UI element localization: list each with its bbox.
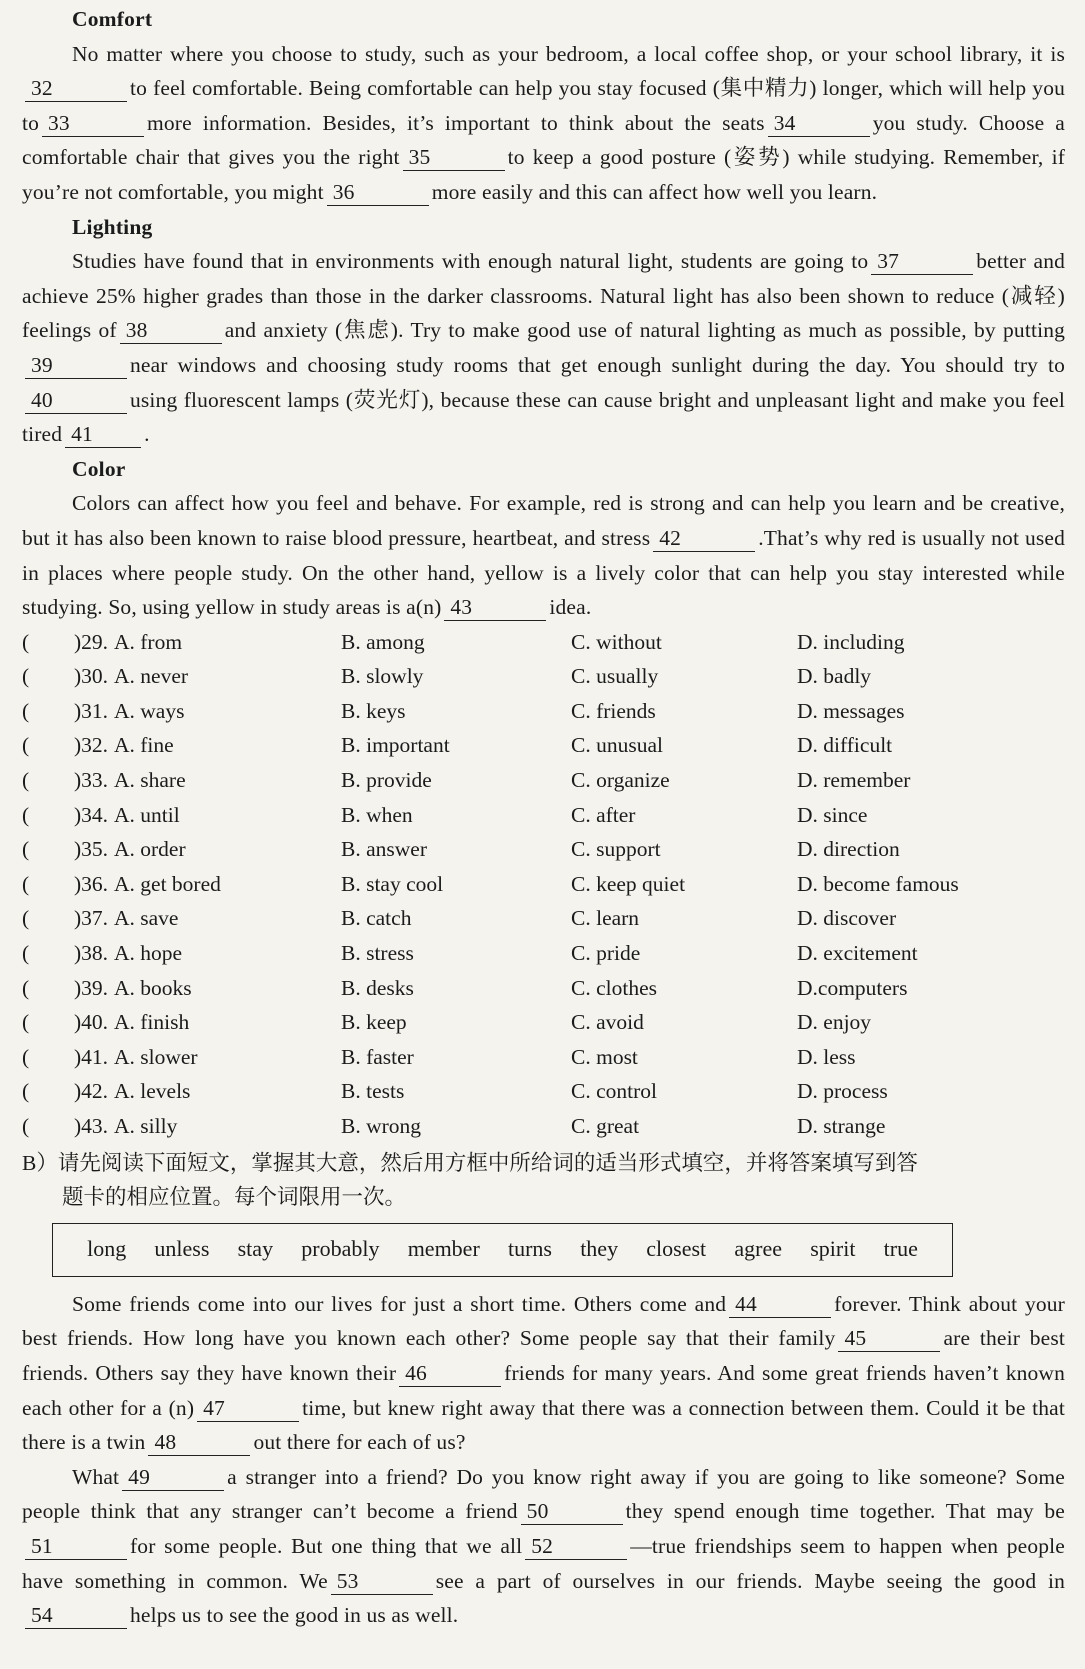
section-heading-comfort: Comfort xyxy=(72,7,153,31)
option-b[interactable]: B. stay cool xyxy=(341,871,444,896)
option-d[interactable]: D. including xyxy=(797,629,905,654)
option-c[interactable]: C. learn xyxy=(571,906,640,931)
choice-row xyxy=(22,1109,1065,1144)
answer-blank-36[interactable]: 36 xyxy=(327,179,429,206)
word-bank-box xyxy=(52,1223,953,1277)
option-b[interactable]: B. slowly xyxy=(341,664,424,689)
answer-blank-41[interactable]: 41 xyxy=(65,421,141,448)
option-b[interactable]: B. wrong xyxy=(341,1114,422,1138)
text-segment: —true friendships seem to happen when people have something in common. We xyxy=(22,1533,1065,1593)
text-segment: Colors can affect how you feel and behave. For example, red is strong and can help you learn and be creative, but it has also been known to raise blood pressure, heartbeat, and stress xyxy=(22,491,1065,550)
question-number: )29. xyxy=(74,629,109,654)
answer-blank-53[interactable]: 53 xyxy=(331,1568,433,1595)
choice-row xyxy=(22,763,1065,798)
answer-paren[interactable]: ( xyxy=(22,1044,30,1069)
choice-row xyxy=(22,867,1065,902)
answer-paren[interactable]: ( xyxy=(22,1079,30,1104)
option-d[interactable]: D. direction xyxy=(797,837,900,862)
text-segment: to keep a good posture (姿势) while studying. Remember, if you’re not comfortable, you might xyxy=(22,145,1065,204)
text-segment: Studies have found that in environments with enough natural light, students are going to xyxy=(72,249,869,274)
paragraph-lighting xyxy=(22,244,1065,452)
option-d[interactable]: D. strange xyxy=(797,1114,886,1138)
text-segment: idea. xyxy=(549,595,592,620)
answer-paren[interactable]: ( xyxy=(22,768,30,793)
section-heading-lighting: Lighting xyxy=(72,214,153,239)
word-bank-item: closest xyxy=(646,1236,707,1262)
option-d[interactable]: D. excitement xyxy=(797,941,918,966)
option-a[interactable]: A. books xyxy=(114,975,192,1000)
option-b[interactable]: B. catch xyxy=(341,906,412,931)
text-segment: see a part of ourselves in our friends. Maybe seeing the good in xyxy=(435,1568,1065,1593)
word-bank-item: probably xyxy=(301,1236,380,1262)
choice-row xyxy=(22,694,1065,729)
option-c[interactable]: C. organize xyxy=(571,768,670,793)
option-a[interactable]: A. finish xyxy=(114,1010,190,1035)
section-b-instructions xyxy=(22,1146,1065,1215)
text-segment: are their best friends. Others say they have known their xyxy=(22,1326,1065,1385)
option-a[interactable]: A. fine xyxy=(114,733,174,758)
answer-paren[interactable]: ( xyxy=(22,664,30,689)
option-c[interactable]: C. most xyxy=(571,1044,638,1069)
answer-blank-52[interactable]: 52 xyxy=(525,1533,627,1560)
option-c[interactable]: C. support xyxy=(571,837,661,862)
option-c[interactable]: C. avoid xyxy=(571,1010,644,1035)
option-b[interactable]: B. desks xyxy=(341,975,414,1000)
word-bank-item: they xyxy=(580,1236,619,1262)
section-heading-color: Color xyxy=(72,456,126,481)
answer-paren[interactable]: ( xyxy=(22,698,30,723)
answer-blank-35[interactable]: 35 xyxy=(403,144,505,171)
choice-row xyxy=(22,971,1065,1006)
question-number: )41. xyxy=(74,1044,109,1069)
text-segment: to feel comfortable. Being comfortable can help you stay focused (集中精力) longer, which will help you to xyxy=(22,76,1065,135)
text-segment: . xyxy=(144,422,150,447)
question-number: )34. xyxy=(74,802,109,827)
option-a[interactable]: A. slower xyxy=(114,1044,198,1069)
answer-paren[interactable]: ( xyxy=(22,1114,30,1138)
text-segment: near windows and choosing study rooms that get enough sunlight during the day. You should try to xyxy=(130,352,1065,377)
option-d[interactable]: D. difficult xyxy=(797,733,893,758)
paragraph-color xyxy=(22,486,1065,624)
answer-blank-50[interactable]: 50 xyxy=(521,1498,623,1525)
question-number: )39. xyxy=(74,975,109,1000)
paragraph-friends-2 xyxy=(22,1460,1065,1633)
option-c[interactable]: C. usually xyxy=(571,664,659,689)
choice-row xyxy=(22,901,1065,936)
option-a[interactable]: A. order xyxy=(114,837,186,862)
option-d[interactable]: D. enjoy xyxy=(797,1010,872,1035)
answer-paren[interactable]: ( xyxy=(22,629,30,654)
option-c[interactable]: C. pride xyxy=(571,941,641,966)
text-segment: forever. Think about your best friends. How long have you known each other? Some people say that their family xyxy=(22,1291,1065,1351)
question-number: )40. xyxy=(74,1010,109,1035)
answer-blank-34[interactable]: 34 xyxy=(768,110,870,137)
question-number: )30. xyxy=(74,664,109,689)
answer-paren[interactable]: ( xyxy=(22,941,30,966)
question-number: )43. xyxy=(74,1114,109,1138)
text-segment: using fluorescent lamps (荧光灯), because these can cause bright and unpleasant light and make you feel tired xyxy=(22,387,1065,447)
answer-blank-45[interactable]: 45 xyxy=(838,1325,940,1352)
option-c[interactable]: C. unusual xyxy=(571,733,663,758)
answer-paren[interactable]: ( xyxy=(22,733,30,758)
choice-row xyxy=(22,659,1065,694)
option-b[interactable]: B. answer xyxy=(341,837,427,862)
answer-blank-51[interactable]: 51 xyxy=(25,1533,127,1560)
multiple-choice-list xyxy=(22,625,1065,1144)
question-number: )35. xyxy=(74,837,109,862)
question-number: )31. xyxy=(74,698,109,723)
option-a[interactable]: A. levels xyxy=(114,1079,191,1104)
choice-row xyxy=(22,1005,1065,1040)
question-number: )38. xyxy=(74,941,109,966)
text-segment: they spend enough time together. That may be xyxy=(625,1499,1065,1524)
option-b[interactable]: B. important xyxy=(341,733,450,758)
option-b[interactable]: B. keys xyxy=(341,698,406,723)
choice-row xyxy=(22,936,1065,971)
option-a[interactable]: A. save xyxy=(114,906,179,931)
option-a[interactable]: A. get bored xyxy=(114,871,221,896)
option-c[interactable]: C. keep quiet xyxy=(571,871,686,896)
text-segment: No matter where you choose to study, such as your bedroom, a local coffee shop, or your school library, it is xyxy=(72,41,1065,66)
text-segment: you study. Choose a comfortable chair that gives you the right xyxy=(22,110,1066,170)
text-segment: What xyxy=(72,1464,120,1489)
answer-paren[interactable]: ( xyxy=(22,802,30,827)
question-number: )33. xyxy=(74,768,109,793)
option-a[interactable]: A. silly xyxy=(114,1114,178,1138)
question-number: )37. xyxy=(74,906,109,931)
paragraph-friends-1 xyxy=(22,1287,1065,1460)
text-segment: out there for each of us? xyxy=(253,1430,466,1455)
option-b[interactable]: B. when xyxy=(341,802,413,827)
option-b[interactable]: B. faster xyxy=(341,1044,414,1069)
answer-blank-39[interactable]: 39 xyxy=(25,352,127,379)
text-segment: friends for many years. And some great friends haven’t known each other for a (n) xyxy=(22,1360,1066,1420)
option-d[interactable]: D. badly xyxy=(797,664,872,689)
option-c[interactable]: C. great xyxy=(571,1114,640,1138)
answer-blank-48[interactable]: 48 xyxy=(148,1429,250,1456)
option-d[interactable]: D.computers xyxy=(797,975,908,1000)
answer-blank-44[interactable]: 44 xyxy=(729,1291,831,1318)
question-number: )42. xyxy=(74,1079,109,1104)
answer-blank-32[interactable]: 32 xyxy=(25,75,127,102)
word-bank-item: spirit xyxy=(810,1236,856,1262)
answer-blank-37[interactable]: 37 xyxy=(871,248,973,275)
text-segment: Some friends come into our lives for just a short time. Others come and xyxy=(72,1291,727,1316)
answer-blank-38[interactable]: 38 xyxy=(120,317,222,344)
option-b[interactable]: B. among xyxy=(341,629,425,654)
option-a[interactable]: A. ways xyxy=(114,698,185,723)
instruction-line: 题卡的相应位置。每个词限用一次。 xyxy=(62,1185,407,1210)
option-a[interactable]: A. share xyxy=(114,768,186,793)
option-d[interactable]: D. since xyxy=(797,802,868,827)
option-b[interactable]: B. provide xyxy=(341,768,432,793)
option-a[interactable]: A. never xyxy=(114,664,189,689)
option-c[interactable]: C. control xyxy=(571,1079,657,1104)
answer-paren[interactable]: ( xyxy=(22,871,30,896)
option-b[interactable]: B. tests xyxy=(341,1079,405,1104)
answer-blank-47[interactable]: 47 xyxy=(197,1395,299,1422)
choice-row xyxy=(22,625,1065,660)
word-bank-item: long xyxy=(87,1236,127,1262)
choice-row xyxy=(22,798,1065,833)
option-b[interactable]: B. stress xyxy=(341,941,414,966)
option-d[interactable]: D. discover xyxy=(797,906,897,931)
option-c[interactable]: C. after xyxy=(571,802,636,827)
text-segment: better and achieve 25% higher grades than those in the darker classrooms. Natural light has also been shown to reduce (减轻) feelings of xyxy=(22,249,1065,343)
option-a[interactable]: A. until xyxy=(114,802,180,827)
answer-blank-46[interactable]: 46 xyxy=(399,1360,501,1387)
word-bank-item: true xyxy=(883,1236,918,1262)
choice-row xyxy=(22,1074,1065,1109)
option-d[interactable]: D. remember xyxy=(797,768,911,793)
word-bank-item: turns xyxy=(507,1236,552,1262)
option-d[interactable]: D. become famous xyxy=(797,871,959,896)
answer-blank-43[interactable]: 43 xyxy=(444,594,546,621)
option-a[interactable]: A. from xyxy=(114,629,183,654)
text-segment: helps us to see the good in us as well. xyxy=(130,1603,459,1628)
answer-paren[interactable]: ( xyxy=(22,837,30,862)
word-bank-item: member xyxy=(407,1236,480,1262)
option-c[interactable]: C. without xyxy=(571,629,662,654)
answer-blank-33[interactable]: 33 xyxy=(42,110,144,137)
paragraph-comfort xyxy=(22,37,1065,210)
text-segment: a stranger into a friend? Do you know right away if you are going to like someone? Some people think that any stranger can’t become a friend xyxy=(22,1464,1065,1524)
option-b[interactable]: B. keep xyxy=(341,1010,407,1035)
answer-paren[interactable]: ( xyxy=(22,975,30,1000)
answer-paren[interactable]: ( xyxy=(22,1010,30,1035)
option-d[interactable]: D. process xyxy=(797,1079,888,1104)
answer-blank-54[interactable]: 54 xyxy=(25,1602,127,1629)
option-a[interactable]: A. hope xyxy=(114,941,183,966)
answer-blank-42[interactable]: 42 xyxy=(653,525,755,552)
question-number: )32. xyxy=(74,733,109,758)
text-segment: time, but knew right away that there was a connection between them. Could it be that there is a twin xyxy=(22,1395,1065,1455)
choice-row xyxy=(22,728,1065,763)
text-segment: and anxiety (焦虑). Try to make good use of natural lighting as much as possible, by putting xyxy=(224,318,1065,343)
text-segment: for some people. But one thing that we all xyxy=(130,1533,523,1558)
word-bank-item: stay xyxy=(237,1236,274,1262)
option-c[interactable]: C. friends xyxy=(571,698,656,723)
answer-blank-49[interactable]: 49 xyxy=(122,1464,224,1491)
word-bank-item: unless xyxy=(154,1236,210,1262)
answer-paren[interactable]: ( xyxy=(22,906,30,931)
word-bank-item: agree xyxy=(734,1236,782,1262)
text-segment: more information. Besides, it’s important to think about the seats xyxy=(147,110,765,135)
text-segment: more easily and this can affect how well you learn. xyxy=(431,179,878,204)
choice-row xyxy=(22,832,1065,867)
option-d[interactable]: D. messages xyxy=(797,698,905,723)
answer-blank-40[interactable]: 40 xyxy=(25,387,127,414)
text-segment: .That’s why red is usually not used in places where people study. On the other hand, yellow is a lively color that can help you stay interested while studying. So, using yellow in study areas is a(n) xyxy=(22,525,1065,620)
instruction-line: B）请先阅读下面短文，掌握其大意，然后用方框中所给词的适当形式填空，并将答案填写到答 xyxy=(22,1150,918,1175)
choice-row xyxy=(22,1040,1065,1075)
option-d[interactable]: D. less xyxy=(797,1044,856,1069)
question-number: )36. xyxy=(74,871,109,896)
option-c[interactable]: C. clothes xyxy=(571,975,657,1000)
